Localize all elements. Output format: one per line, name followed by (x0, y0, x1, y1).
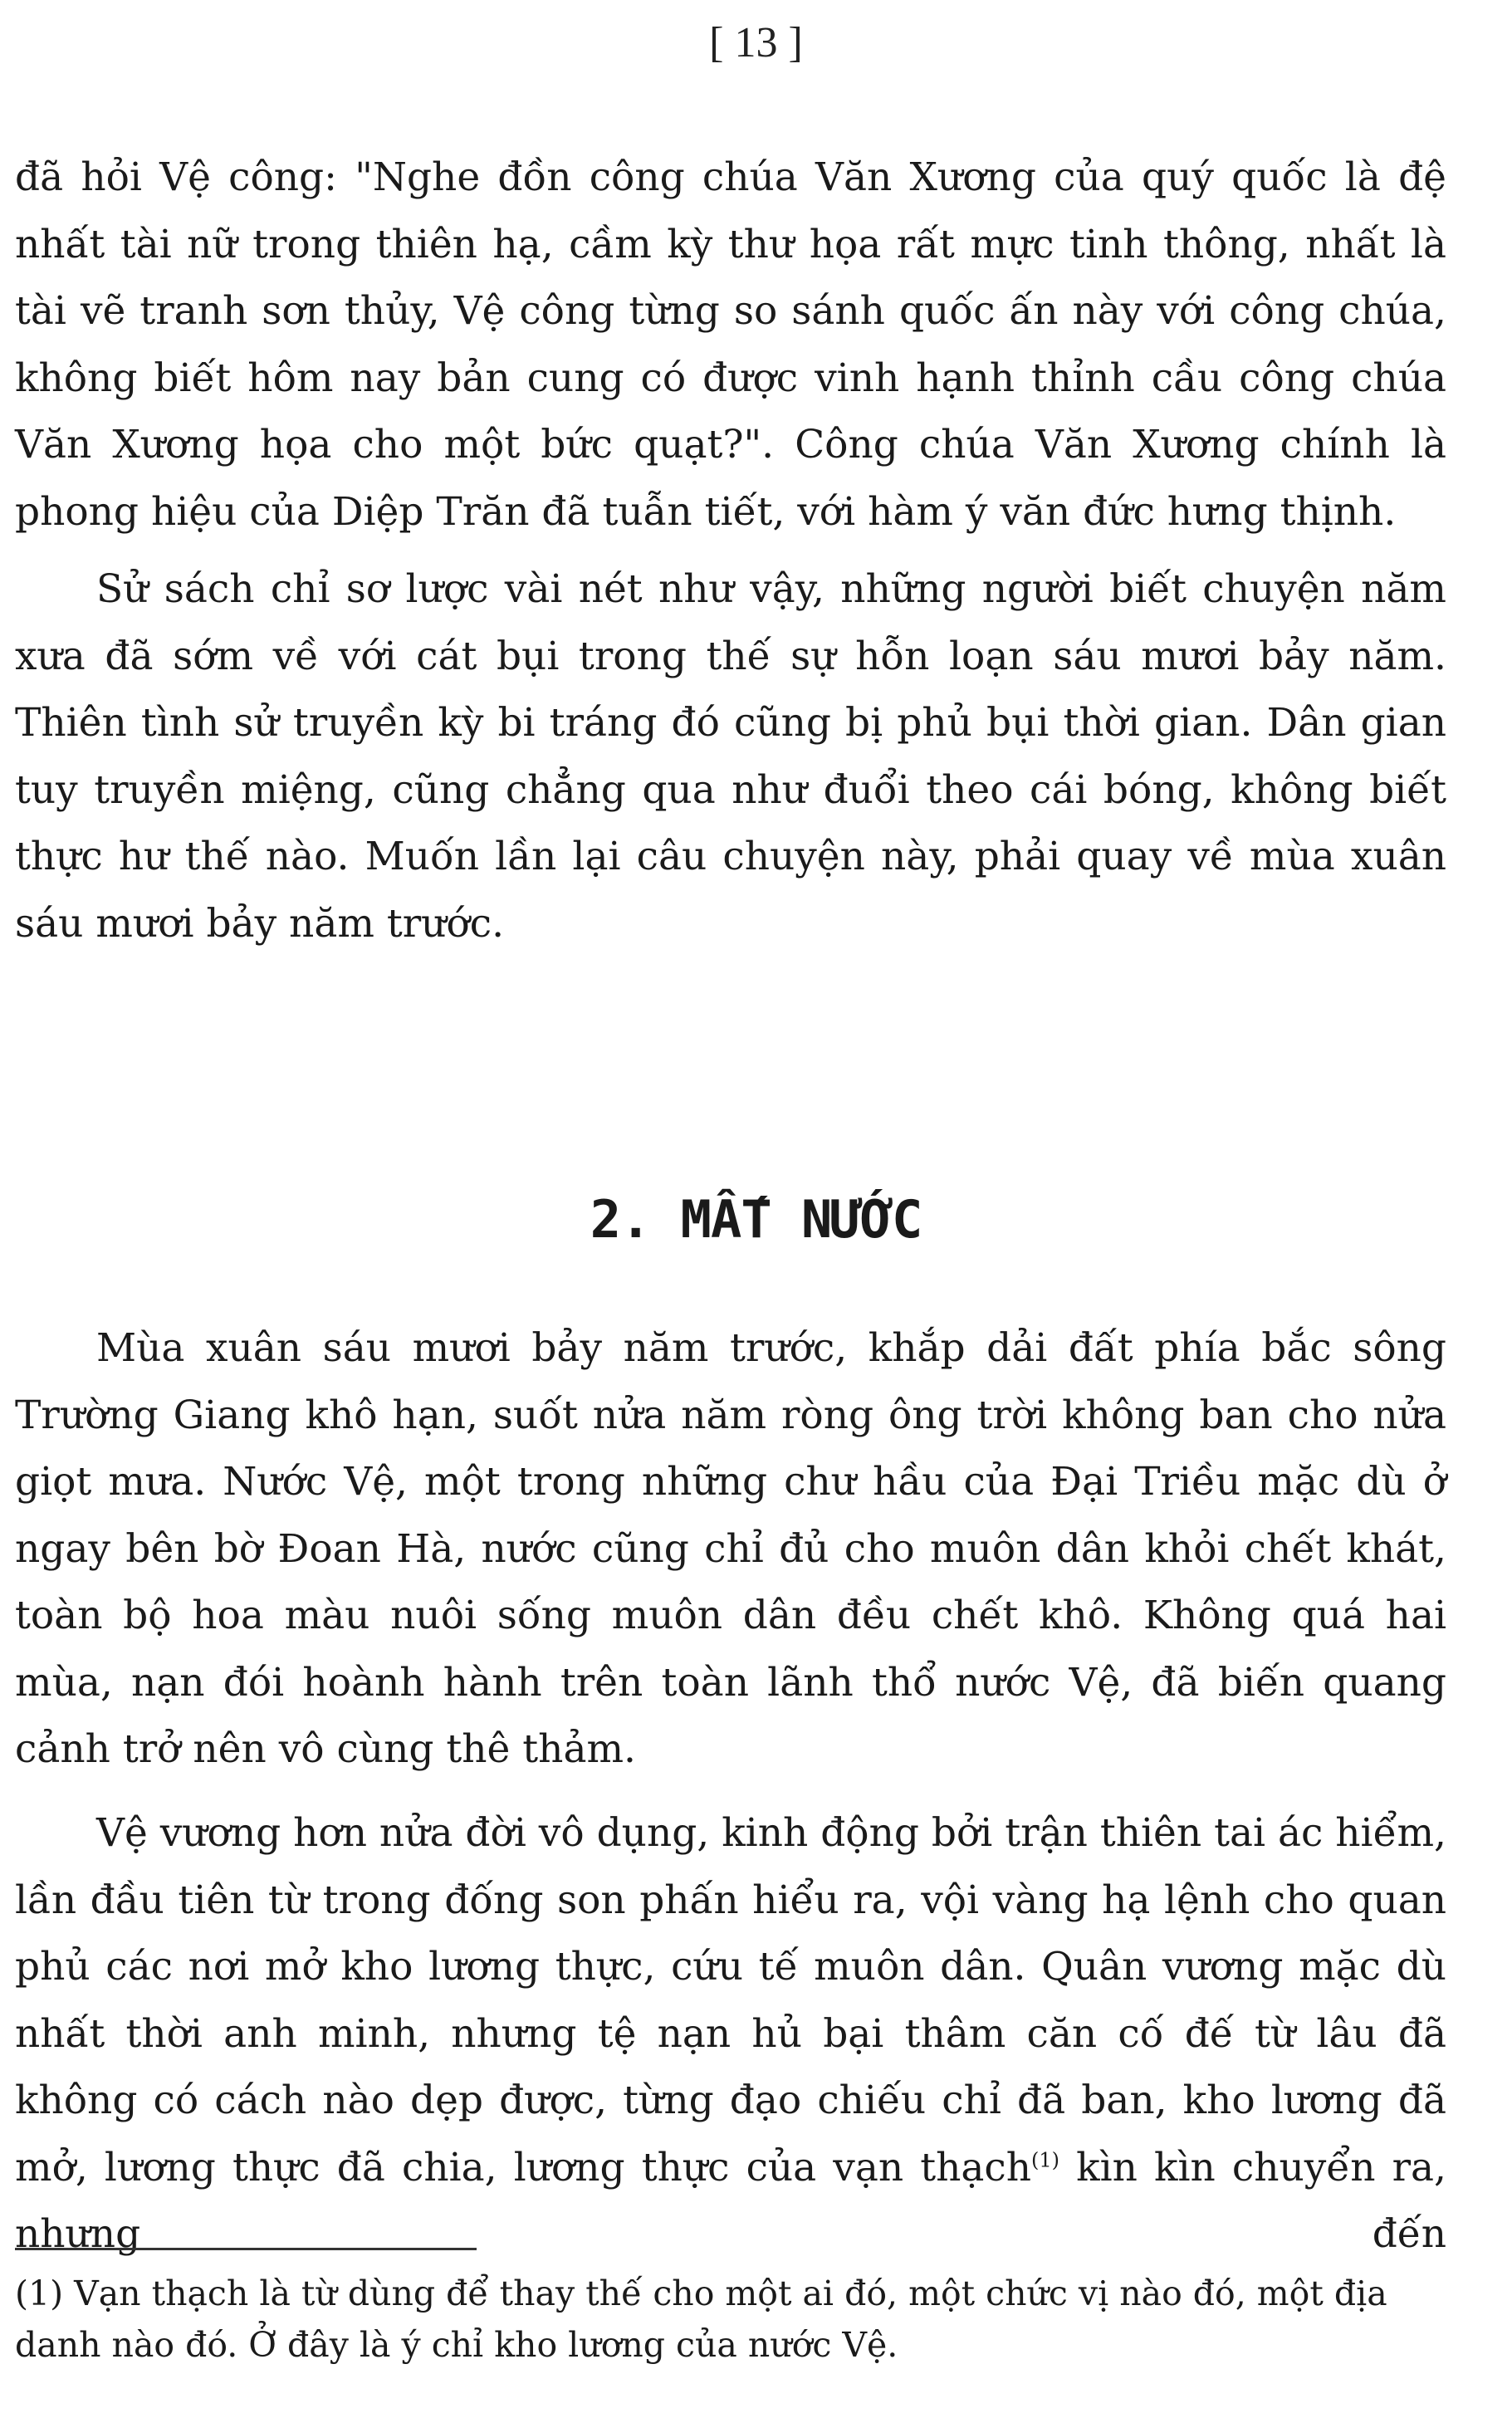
footnote (15, 2268, 1446, 2371)
paragraph-text-part: kìn kìn chuyển ra, nhưng đến (15, 2144, 1446, 2257)
footnote-text: (1) Vạn thạch là từ dùng để thay thế cho một ai đó, một chức vị nào đó, một địa danh nào đó. Ở đây là ý chỉ kho lương của nước Vệ. (15, 2274, 1387, 2365)
section-1-paragraph-1 (15, 144, 1446, 546)
paragraph-text: Mùa xuân sáu mươi bảy năm trước, khắp dải đất phía bắc sông Trường Giang khô hạn, suốt nửa năm ròng ông trời không ban cho nửa giọt mưa. Nước Vệ, một trong những chư hầu của Đại Triều mặc dù ở ngay bên bờ Đoan Hà, nước cũng chỉ đủ cho muôn dân khỏi chết khát, toàn bộ hoa màu nuôi sống muôn dân đều chết khô. Không quá hai mùa, nạn đói hoành hành trên toàn lãnh thổ nước Vệ, đã biến quang cảnh trở nên vô cùng thê thảm. (15, 1325, 1446, 1772)
paragraph-text (15, 1800, 1446, 2269)
footnote-divider (15, 2248, 477, 2250)
chapter-title: 2. MẤT NƯỚC (590, 1189, 922, 1251)
section-2-paragraph-1 (15, 1315, 1446, 1784)
paragraph-text: đã hỏi Vệ công: "Nghe đồn công chúa Văn Xương của quý quốc là đệ nhất tài nữ trong thiên hạ, cầm kỳ thư họa rất mực tinh thông, nhất là tài vẽ tranh sơn thủy, Vệ công từng so sánh quốc ấn này với công chúa, không biết hôm nay bản cung có được vinh hạnh thỉnh cầu công chúa Văn Xương họa cho một bức quạt?". Công chúa Văn Xương chính là phong hiệu của Diệp Trăn đã tuẫn tiết, với hàm ý văn đức hưng thịnh. (15, 154, 1446, 535)
footnote-reference: (1) (1031, 2147, 1060, 2171)
section-1-paragraph-2 (15, 556, 1446, 957)
paragraph-text-part: Vệ vương hơn nửa đời vô dụng, kinh động bởi trận thiên tai ác hiểm, lần đầu tiên từ trong đống son phấn hiểu ra, vội vàng hạ lệnh cho quan phủ các nơi mở kho lương thực, cứu tế muôn dân. Quân vương mặc dù nhất thời anh minh, nhưng tệ nạn hủ bại thâm căn cố đế từ lâu đã không có cách nào dẹp được, từng đạo chiếu chỉ đã ban, kho lương đã mở, lương thực đã chia, lương thực của vạn thạch (15, 1810, 1446, 2190)
paragraph-text: Sử sách chỉ sơ lược vài nét như vậy, những người biết chuyện năm xưa đã sớm về với cát bụi trong thế sự hỗn loạn sáu mươi bảy năm. Thiên tình sử truyền kỳ bi tráng đó cũng bị phủ bụi thời gian. Dân gian tuy truyền miệng, cũng chẳng qua như đuổi theo cái bóng, không biết thực hư thế nào. Muốn lần lại câu chuyện này, phải quay về mùa xuân sáu mươi bảy năm trước. (15, 566, 1446, 947)
section-2-paragraph-2 (15, 1800, 1446, 2269)
page-number: [ 13 ] (709, 19, 803, 66)
